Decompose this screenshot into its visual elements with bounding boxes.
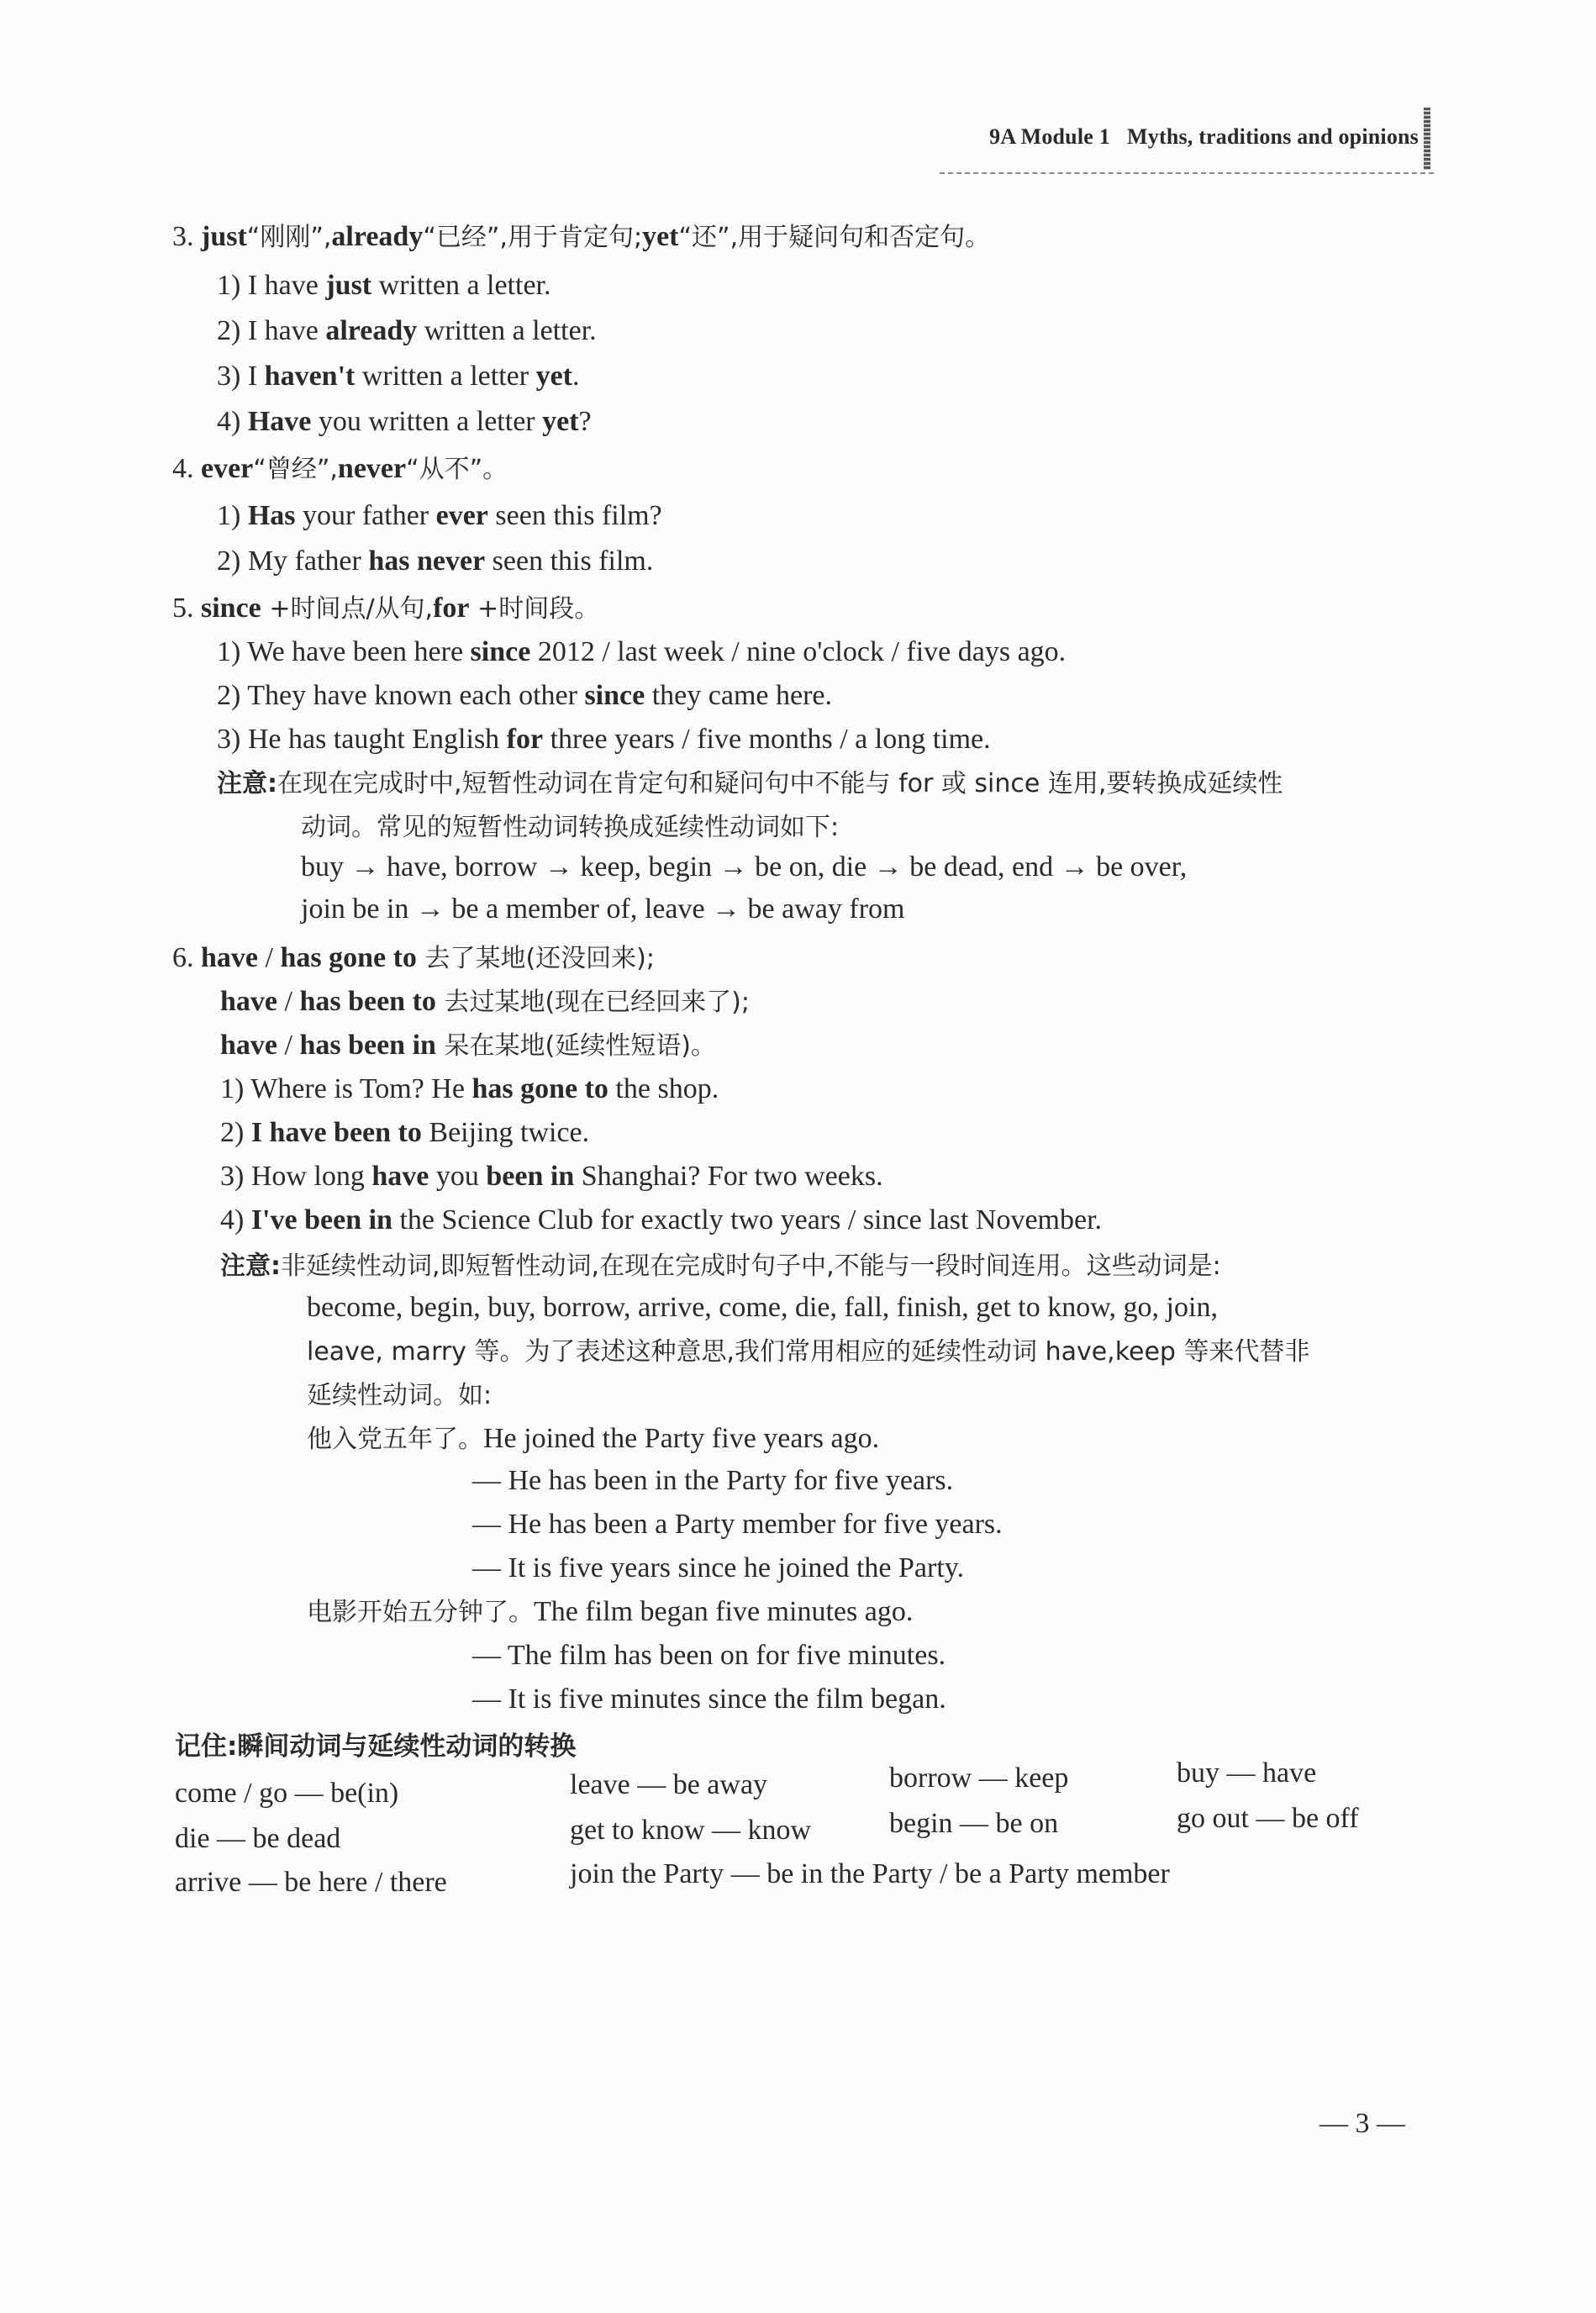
verb-pair: buy — have	[1177, 1757, 1317, 1789]
running-header	[940, 124, 1419, 150]
section-6-rule: 6. have / has gone to 去了某地(还没回来);	[172, 942, 655, 973]
note-text: buy → have, borrow → keep, begin → be on, die → be dead, end → be over,	[301, 851, 1188, 883]
keyword: yet	[642, 221, 679, 252]
note-text: leave, marry 等。为了表述这种意思,我们常用相应的延续性动词 have,keep 等来代替非	[307, 1337, 1310, 1367]
example-line: 4) I've been in the Science Club for exactly two years / since last November.	[220, 1204, 1103, 1236]
header-title: Myths, traditions and opinions	[1127, 124, 1419, 149]
section-4-rule: 4. ever“曾经”,never“从不”。	[172, 453, 508, 484]
note-text: become, begin, buy, borrow, arrive, come, die, fall, finish, get to know, go, join,	[307, 1292, 1218, 1323]
verb-pair: die — be dead	[175, 1823, 341, 1854]
item-number: 3.	[172, 221, 194, 252]
note: 注意:在现在完成时中,短暂性动词在肯定句和疑问句中不能与 for 或 since 连用,要转换成延续性	[217, 769, 1283, 798]
example-line: 2) I have been to Beijing twice.	[220, 1117, 590, 1148]
verb-pair: borrow — keep	[889, 1762, 1069, 1794]
example-line: 2) I have already written a letter.	[217, 315, 597, 346]
example-line: 1) Where is Tom? He has gone to the shop.	[220, 1073, 719, 1104]
example-sentence: — The film has been on for five minutes.	[472, 1640, 946, 1671]
rule-line: have / has been to 去过某地(现在已经回来了);	[220, 986, 750, 1017]
verb-pair: come / go — be(in)	[175, 1778, 399, 1809]
example-line: 2) My father has never seen this film.	[217, 545, 654, 577]
verb-pair: arrive — be here / there	[175, 1867, 447, 1898]
gloss: “已经”,用于肯定句;	[423, 223, 643, 252]
page-edge-marker	[1424, 108, 1430, 170]
example-sentence: 电影开始五分钟了。The film began five minutes ago.	[307, 1596, 914, 1627]
section-3-rule	[172, 220, 990, 255]
example-line: 3) I haven't written a letter yet.	[217, 361, 580, 392]
example-line: 4) Have you written a letter yet?	[217, 406, 592, 437]
verb-pair: begin — be on	[889, 1808, 1059, 1839]
note-text: 延续性动词。如:	[307, 1381, 492, 1410]
header-module: 9A Module 1	[989, 124, 1110, 149]
verb-pair: get to know — know	[570, 1815, 812, 1846]
example-sentence: — He has been a Party member for five years.	[472, 1509, 1003, 1540]
example-line: 3) How long have you been in Shanghai? For two weeks.	[220, 1161, 883, 1192]
gloss: “刚刚”,	[246, 223, 332, 252]
example-line: 1) We have been here since 2012 / last week / nine o'clock / five days ago.	[217, 636, 1067, 667]
gloss: “还”,用于疑问句和否定句。	[678, 223, 991, 252]
verb-pair: leave — be away	[570, 1769, 768, 1800]
page-number: — 3 —	[1319, 2108, 1405, 2139]
keyword: already	[331, 221, 424, 252]
note-text: 动词。常见的短暂性动词转换成延续性动词如下:	[301, 813, 840, 842]
example-sentence: 他入党五年了。He joined the Party five years ago.	[307, 1423, 880, 1454]
verb-pair: go out — be off	[1177, 1803, 1359, 1834]
example-line: 1) I have just written a letter.	[217, 270, 551, 301]
section-5-rule: 5. since +时间点/从句,for +时间段。	[172, 593, 600, 624]
example-sentence: — It is five years since he joined the Party.	[472, 1552, 965, 1583]
example-sentence: — He has been in the Party for five years.	[472, 1465, 954, 1496]
header-dashed-rule	[940, 172, 1434, 174]
note-text: join be in → be a member of, leave → be away from	[301, 893, 905, 925]
example-sentence: — It is five minutes since the film began.	[472, 1683, 946, 1715]
example-line: 3) He has taught English for three years / five months / a long time.	[217, 724, 991, 755]
verb-pair: join the Party — be in the Party / be a Party member	[570, 1858, 1170, 1889]
remember-title: 记住:瞬间动词与延续性动词的转换	[175, 1731, 577, 1762]
note: 注意:非延续性动词,即短暂性动词,在现在完成时句子中,不能与一段时间连用。这些动词是:	[220, 1251, 1221, 1281]
rule-line: have / has been in 呆在某地(延续性短语)。	[220, 1030, 716, 1061]
example-line: 1) Has your father ever seen this film?	[217, 500, 662, 531]
example-line: 2) They have known each other since they came here.	[217, 680, 832, 711]
keyword: just	[201, 221, 247, 252]
